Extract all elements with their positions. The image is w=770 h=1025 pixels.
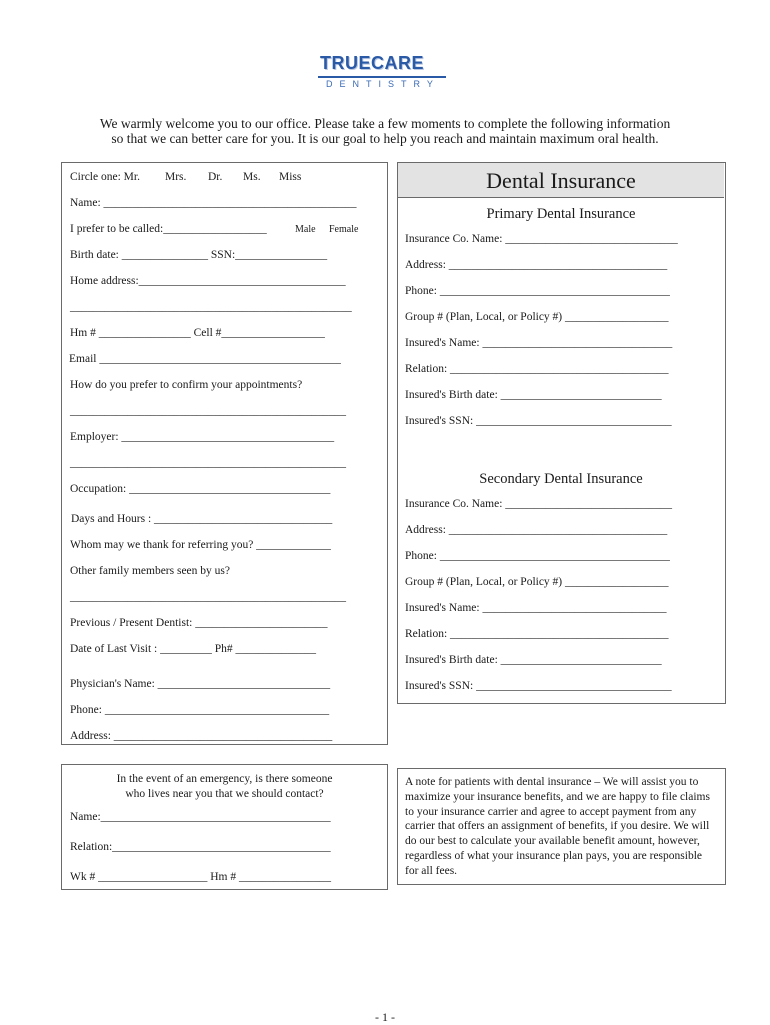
- referral-field[interactable]: Whom may we thank for referring you? _____________: [70, 539, 331, 551]
- secondary-insurance-title: Secondary Dental Insurance: [479, 471, 643, 487]
- primary-insurance-company-field[interactable]: Insurance Co. Name: ______________________________: [405, 233, 678, 245]
- confirm-appointments-field[interactable]: ________________________________________________: [70, 405, 346, 417]
- last-visit-field[interactable]: Date of Last Visit : _________ Ph# ______________: [70, 643, 317, 655]
- primary-phone-field[interactable]: Phone: ________________________________________: [405, 285, 670, 297]
- secondary-insurance-company-field[interactable]: Insurance Co. Name: _____________________________: [405, 498, 673, 510]
- logo-divider: [318, 76, 446, 78]
- previous-dentist-field[interactable]: Previous / Present Dentist: _______________________: [70, 617, 328, 629]
- primary-relation-field[interactable]: Relation: ______________________________________: [405, 363, 669, 375]
- intro-line-2: so that we can better care for you. It is our goal to help you reach and maintain maximum oral health.: [111, 131, 659, 146]
- primary-insured-ssn-field[interactable]: Insured's SSN: __________________________________: [405, 415, 672, 427]
- occupation-field[interactable]: Occupation: ___________________________________: [70, 483, 331, 495]
- email-field[interactable]: Email __________________________________________: [69, 353, 341, 365]
- home-cell-phone-field[interactable]: Hm # ________________ Cell #__________________: [70, 327, 325, 339]
- emergency-phones-field[interactable]: Wk # ___________________ Hm # ________________: [70, 871, 331, 883]
- page-number: - 1 -: [375, 1010, 395, 1024]
- primary-group-field[interactable]: Group # (Plan, Local, or Policy #) __________________: [405, 311, 669, 323]
- emergency-question-line-2: who lives near you that we should contact?: [125, 788, 324, 800]
- intro-line-1: We warmly welcome you to our office. Please take a few moments to complete the following information: [99, 116, 671, 131]
- circle-one-label: Circle one: Mr.: [70, 171, 140, 183]
- days-hours-field[interactable]: Days and Hours : _______________________________: [71, 513, 333, 525]
- physician-phone-field[interactable]: Phone: _______________________________________: [70, 704, 330, 716]
- emergency-question-line-1: In the event of an emergency, is there someone: [116, 773, 333, 785]
- primary-address-field[interactable]: Address: ______________________________________: [405, 259, 668, 271]
- emergency-relation-field[interactable]: Relation:______________________________________: [70, 841, 331, 853]
- secondary-insured-ssn-field[interactable]: Insured's SSN: __________________________________: [405, 680, 672, 692]
- welcome-intro: [50, 116, 720, 146]
- title-option-miss[interactable]: Miss: [279, 171, 302, 183]
- physician-name-field[interactable]: Physician's Name: ______________________________: [70, 678, 331, 690]
- secondary-group-field[interactable]: Group # (Plan, Local, or Policy #) __________________: [405, 576, 669, 588]
- logo-subtitle: DENTISTRY: [326, 79, 440, 89]
- secondary-insured-name-field[interactable]: Insured's Name: ________________________________: [405, 602, 667, 614]
- title-option-dr[interactable]: Dr.: [208, 171, 223, 183]
- secondary-relation-field[interactable]: Relation: ______________________________________: [405, 628, 669, 640]
- family-members-field[interactable]: ________________________________________________: [70, 591, 346, 603]
- secondary-phone-field[interactable]: Phone: ________________________________________: [405, 550, 670, 562]
- home-address-field[interactable]: Home address:____________________________________: [70, 275, 346, 287]
- gender-female-option[interactable]: Female: [329, 224, 359, 235]
- primary-insurance-title: Primary Dental Insurance: [486, 206, 636, 222]
- primary-insured-birth-field[interactable]: Insured's Birth date: ____________________________: [405, 389, 662, 401]
- employer-field[interactable]: Employer: _____________________________________: [70, 431, 335, 443]
- name-field[interactable]: Name: ____________________________________________: [70, 197, 357, 209]
- gender-male-option[interactable]: Male: [295, 224, 316, 235]
- truecare-logo: [316, 51, 447, 91]
- insurance-note: A note for patients with dental insurance – We will assist you to maximize your insurance benefits, and we are happy to file claims to your insurance carrier and agree to accept payment from any carrier that offers an assignment of benefits, if you desire. We will do our best to calculate your available benefit amount, however, regardless of what your insurance plan pays, you are responsible for all fees.: [405, 776, 710, 877]
- physician-address-field[interactable]: Address: ______________________________________: [70, 730, 333, 742]
- family-members-question: Other family members seen by us?: [70, 565, 230, 577]
- title-option-mrs[interactable]: Mrs.: [165, 171, 187, 183]
- title-option-ms[interactable]: Ms.: [243, 171, 261, 183]
- preferred-name-field[interactable]: I prefer to be called:__________________: [70, 223, 267, 235]
- emergency-question: [62, 772, 387, 802]
- dental-insurance-title: Dental Insurance: [486, 168, 636, 193]
- secondary-address-field[interactable]: Address: ______________________________________: [405, 524, 668, 536]
- home-address-line-2[interactable]: _________________________________________________: [70, 301, 352, 313]
- confirm-appointments-question: How do you prefer to confirm your appointments?: [70, 379, 303, 391]
- secondary-insured-birth-field[interactable]: Insured's Birth date: ____________________________: [405, 654, 662, 666]
- logo-brand: TRUECARE: [320, 53, 425, 73]
- primary-insured-name-field[interactable]: Insured's Name: _________________________________: [405, 337, 673, 349]
- employer-line-2[interactable]: ________________________________________________: [70, 457, 346, 469]
- birth-ssn-field[interactable]: Birth date: _______________ SSN:________________: [70, 249, 328, 261]
- emergency-name-field[interactable]: Name:________________________________________: [70, 811, 331, 823]
